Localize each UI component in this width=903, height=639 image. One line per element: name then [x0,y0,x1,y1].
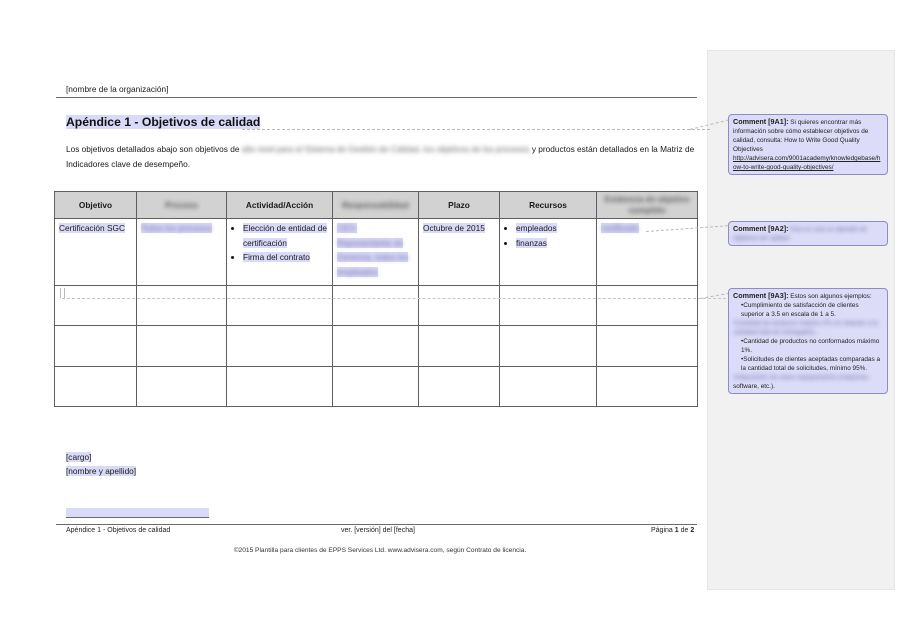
table-cell[interactable] [137,326,227,367]
table-cell[interactable] [333,286,419,326]
table-row [55,367,698,407]
footer-page-number [651,527,694,534]
table-cell[interactable] [597,326,698,367]
header-proceso-text: Proceso [165,199,198,210]
intro-before: Los objetivos detallados abajo son objetivos de [66,144,242,154]
cell-actividad[interactable] [227,219,333,286]
footer-title: Apéndice 1 - Objetivos de calidad [66,527,171,534]
comment-item: •Cumplimiento de satisfacción de clientes superior a 3.5 en escala de 1 a 5. [741,302,859,318]
copyright-notice: ©2015 Plantilla para clientes de EPPS Services Ltd. www.advisera.com, según Contrato de licencia. [233,547,527,554]
comment-item: •Solicitudes de clientes aceptadas comparadas a la cantidad total de solicitudes, mínimo 95%. [741,356,881,372]
actividad-list [231,221,328,265]
list-item [516,221,592,236]
comment-anchor-line-9a1 [242,129,710,130]
evidencia-text: certificado [601,223,639,233]
table-cell[interactable] [137,286,227,326]
table-cell[interactable] [333,367,419,407]
responsabilidad-text: CEO, Representante de Gerencia, todos los empleados [337,223,409,277]
text-cursor-mark [60,288,65,298]
nombre-text: [nombre y apellido] [66,466,137,476]
table-cell[interactable] [597,286,698,326]
proceso-text: Todos los procesos [141,223,213,233]
intro-paragraph[interactable] [66,142,706,171]
table-cell[interactable] [55,326,137,367]
list-item [243,221,328,250]
recurso-text: empleados [516,223,557,233]
comment-9a2[interactable] [728,221,888,246]
signature-cargo[interactable] [66,452,91,462]
intro-blurred: alto nivel para el Sistema de Gestión de Calidad, los objetivos de los procesos [241,144,530,154]
table-cell[interactable] [227,286,333,326]
page-title[interactable] [66,115,260,129]
cell-responsabilidad[interactable] [333,219,419,286]
comment-9a1[interactable] [728,114,888,175]
table-cell[interactable] [419,367,500,407]
header-actividad: Actividad/Acción [227,192,333,219]
actividad-text: Elección de entidad de certificación [243,223,327,248]
title-text: Apéndice 1 - Objetivos de calidad [66,115,261,129]
page-of: de [678,527,691,534]
cell-objetivo[interactable] [55,219,137,286]
signature-nombre[interactable] [66,466,136,476]
objectives-table [54,191,698,407]
comment-text: Esto es solo un ejemplo de objetivos de calidad [733,226,868,242]
page-total: 2 [690,527,695,534]
signature-line[interactable] [66,508,209,518]
table-row [55,326,698,367]
table-cell[interactable] [419,326,500,367]
list-item [243,250,328,265]
table-cell[interactable] [500,367,597,407]
table-header-row [55,192,698,219]
header-proceso [137,192,227,219]
page-current: 1 [674,527,679,534]
footer-divider [56,524,697,525]
table-cell[interactable] [55,367,137,407]
comment-anchor-line-9a3 [62,298,726,299]
cell-recursos[interactable] [500,219,597,286]
comment-text: Estos son algunos ejemplos: [788,293,872,300]
comment-item: •Cantidad de reclamos máximo 5% en relación a la cantidad total de entregables. [733,320,878,336]
table-cell[interactable] [55,286,137,326]
cargo-text: [cargo] [66,452,92,462]
comment-item: •Cantidad de productos no conformados máximo 1%. [741,338,880,354]
table-cell[interactable] [137,367,227,407]
header-responsabilidad [333,192,419,219]
table-row [55,219,698,286]
comment-item: •Adquisición de nuevo equipamiento (máquinas, [733,374,870,381]
comment-link[interactable]: http://advisera.com/9001academy/knowledgebase/how-to-write-good-quality-objectives/ [733,155,881,171]
plazo-text: Octubre de 2015 [423,223,485,233]
page-label: Página [651,527,675,534]
actividad-text: Firma del contrato [243,252,310,262]
comment-text: Si quieres encontrar más información sobre cómo establecer objetivos de calidad, consulta: How to Write Good Quality Objectives [733,119,869,153]
table-cell[interactable] [227,326,333,367]
recursos-list [504,221,592,250]
comment-item: software, etc.). [733,383,775,390]
comment-label: Comment [9A3]: [733,291,789,300]
comment-label: Comment [9A2]: [733,224,789,233]
objetivo-text: Certificación SGC [59,223,125,233]
table-cell[interactable] [227,367,333,407]
table-cell[interactable] [333,326,419,367]
table-row [55,286,698,326]
table-cell[interactable] [500,326,597,367]
list-item [516,236,592,251]
table-cell[interactable] [500,286,597,326]
header-evidencia [597,192,698,219]
organization-placeholder[interactable]: [nombre de la organización] [66,84,169,94]
header-divider [56,97,697,98]
footer-version: ver. [versión] del [fecha] [341,527,415,534]
cell-proceso[interactable] [137,219,227,286]
comment-label: Comment [9A1]: [733,117,789,126]
header-plazo: Plazo [419,192,500,219]
recurso-text: finanzas [516,237,547,248]
header-responsabilidad-text: Responsabilidad [342,199,409,210]
comment-9a3[interactable] [728,288,888,394]
cell-plazo[interactable] [419,219,500,286]
header-recursos: Recursos [500,192,597,219]
header-objetivo: Objetivo [55,192,137,219]
header-evidencia-text: Evidencia de objetivo cumplido [604,194,690,215]
intro-after: y productos están detallados en la Matriz de Indicadores clave de desempeño. [66,144,695,169]
table-cell[interactable] [597,367,698,407]
table-cell[interactable] [419,286,500,326]
